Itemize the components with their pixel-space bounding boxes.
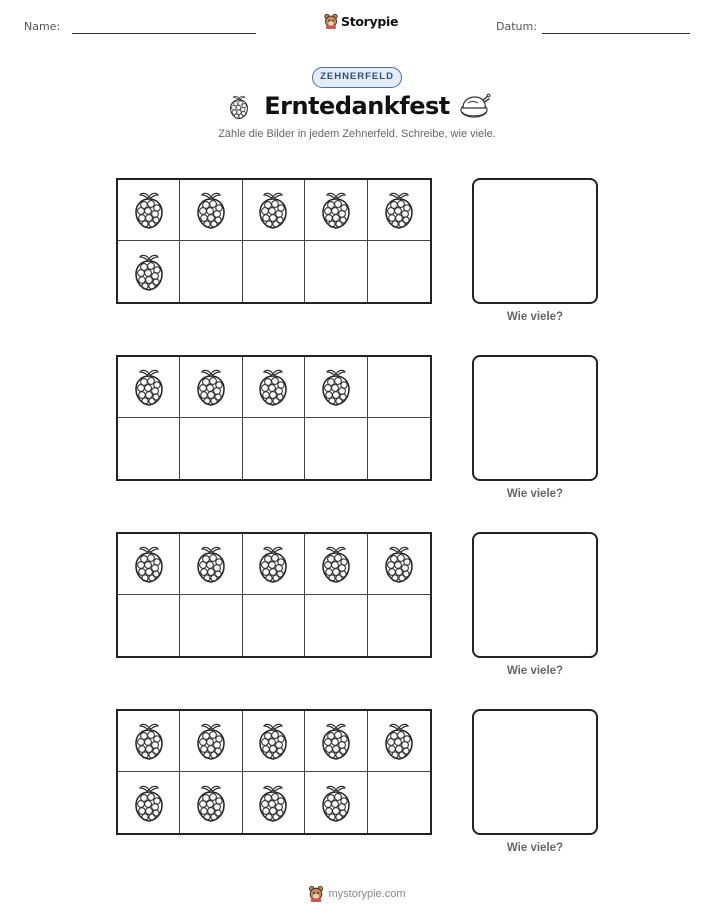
answer-box[interactable] [472,178,598,304]
ten-frame-cell [180,595,242,656]
raspberry-icon [194,190,228,230]
raspberry-icon [194,721,228,761]
raspberry-icon [194,367,228,407]
ten-frame [116,178,432,304]
answer-label: Wie viele? [506,842,564,854]
instructions: Zähle die Bilder in jedem Zehnerfeld. Schreibe, wie viele. [218,128,496,140]
raspberry-icon [382,721,416,761]
raspberry-icon [319,190,353,230]
ten-frame [116,355,432,481]
ten-frame-cell [118,711,180,772]
raspberry-icon [256,783,290,823]
date-line [542,33,690,34]
topic-badge: ZEHNERFELD [312,67,402,88]
raspberry-icon [132,190,166,230]
ten-frame-cell [180,357,242,418]
raspberry-icon [319,721,353,761]
raspberry-icon [132,252,166,292]
name-label: Name: [24,20,61,33]
ten-frame-cell [243,241,305,302]
ten-frame-cell [118,534,180,595]
brand-logo [324,13,398,29]
ten-frame-cell [305,357,367,418]
raspberry-icon [319,367,353,407]
ten-frame-cell [368,534,430,595]
ten-frame-cell [368,180,430,241]
raspberry-icon [132,783,166,823]
bear-mascot-icon [308,885,324,902]
ten-frame-cell [180,711,242,772]
raspberry-icon [319,783,353,823]
ten-frame-cell [368,418,430,479]
brand-name: Storypie [341,13,399,29]
ten-frame-cell [243,534,305,595]
raspberry-icon [319,544,353,584]
ten-frame-cell [368,357,430,418]
raspberry-title-icon [228,94,250,120]
ten-frame-cell [243,180,305,241]
raspberry-icon [194,544,228,584]
ten-frame-cell [118,418,180,479]
raspberry-icon [256,190,290,230]
ten-frame-cell [180,534,242,595]
ten-frame-cell [118,357,180,418]
ten-frame-cell [180,418,242,479]
ten-frame-cell [180,241,242,302]
ten-frame-cell [368,241,430,302]
answer-box[interactable] [472,709,598,835]
raspberry-icon [256,721,290,761]
ten-frame-cell [368,595,430,656]
ten-frame-cell [243,595,305,656]
raspberry-icon [132,721,166,761]
bear-mascot-icon [324,13,338,29]
raspberry-icon [194,783,228,823]
name-line [72,33,256,34]
raspberry-icon [256,367,290,407]
answer-label: Wie viele? [506,311,564,323]
ten-frame-cell [118,595,180,656]
ten-frame-cell [243,772,305,833]
roast-turkey-icon [457,92,491,120]
ten-frame-cell [243,357,305,418]
raspberry-icon [382,544,416,584]
ten-frame-cell [180,772,242,833]
date-label: Datum: [496,20,537,33]
page-title: Erntedankfest [264,92,450,120]
ten-frame-cell [305,711,367,772]
ten-frame-cell [243,711,305,772]
answer-label: Wie viele? [506,665,564,677]
ten-frame-cell [305,772,367,833]
ten-frame [116,532,432,658]
raspberry-icon [256,544,290,584]
footer-url: mystorypie.com [328,887,406,900]
raspberry-icon [228,94,250,124]
ten-frame-cell [368,772,430,833]
raspberry-icon [132,367,166,407]
ten-frame-cell [305,241,367,302]
ten-frame-cell [368,711,430,772]
raspberry-icon [132,544,166,584]
ten-frame [116,709,432,835]
answer-label: Wie viele? [506,488,564,500]
turkey-icon [457,92,491,124]
ten-frame-cell [180,180,242,241]
ten-frame-cell [305,180,367,241]
ten-frame-cell [305,418,367,479]
answer-box[interactable] [472,355,598,481]
ten-frame-cell [118,180,180,241]
footer [0,885,714,902]
raspberry-icon [382,190,416,230]
ten-frame-cell [118,772,180,833]
ten-frame-cell [118,241,180,302]
answer-box[interactable] [472,532,598,658]
ten-frame-cell [305,595,367,656]
ten-frame-cell [243,418,305,479]
ten-frame-cell [305,534,367,595]
